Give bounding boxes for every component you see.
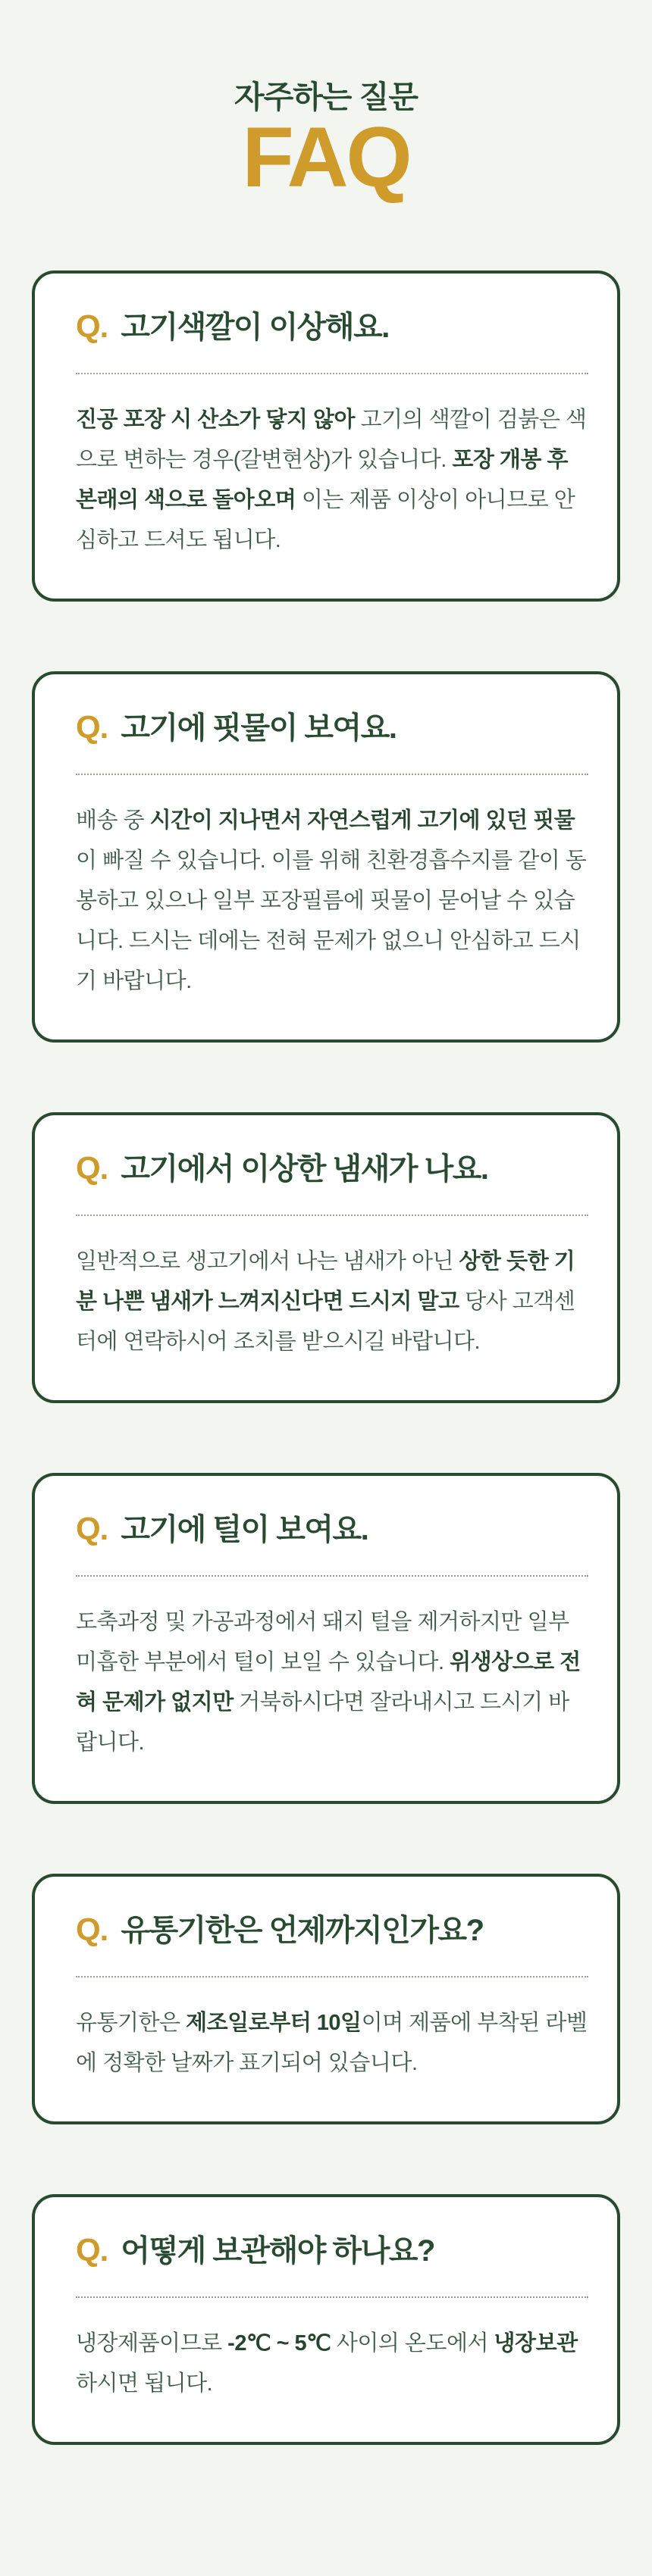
- faq-card-meat-color: [32, 270, 620, 602]
- question-row: [76, 2232, 588, 2269]
- question-row: [76, 308, 588, 345]
- question-title: 고기에 털이 보여요.: [121, 1513, 368, 1547]
- answer-text: 도축과정 및 가공과정에서 돼지 털을 제거하지만 일부 미흡한 부분에서 털이 보일 수 있습니다. 위생상으로 전혀 문제가 없지만 거북하시다면 잘라내시고 드시기 바랍니다.: [76, 1610, 581, 1755]
- question-row: [76, 1511, 588, 1548]
- dotted-divider: [76, 2296, 588, 2298]
- faq-subtitle: 자주하는 질문: [234, 80, 418, 114]
- dotted-divider: [76, 1575, 588, 1577]
- faq-card-blood: [32, 671, 620, 1043]
- answer-text: 일반적으로 생고기에서 나는 냄새가 아닌 상한 듯한 기분 나쁜 냄새가 느껴지신다면 드시지 말고 당사 고객센터에 연락하시어 조치를 받으시길 바랍니다.: [76, 1249, 575, 1355]
- faq-header: [0, 0, 652, 205]
- faq-card-smell: [32, 1112, 620, 1403]
- dotted-divider: [76, 1976, 588, 1977]
- question-title: 고기색깔이 이상해요.: [121, 311, 389, 345]
- answer-text: 유통기한은 제조일로부터 10일이며 제품에 부착된 라벨에 정확한 날짜가 표기되어 있습니다.: [76, 2011, 588, 2076]
- question-mark-label: Q.: [76, 1511, 108, 1547]
- question-mark-label: Q.: [76, 1912, 108, 1948]
- question-title: 어떻게 보관해야 하나요?: [121, 2234, 434, 2268]
- question-row: [76, 709, 588, 746]
- answer-text: 진공 포장 시 산소가 닿지 않아 고기의 색깔이 검붉은 색으로 변하는 경우(갈변현상)가 있습니다. 포장 개봉 후 본래의 색으로 돌아오며 이는 제품 이상이 아니므로 안심하고 드셔도 됩니다.: [76, 408, 587, 553]
- dotted-divider: [76, 1215, 588, 1216]
- question-row: [76, 1150, 588, 1187]
- question-mark-label: Q.: [76, 308, 108, 345]
- question-mark-label: Q.: [76, 1150, 108, 1186]
- question-title: 고기에서 이상한 냄새가 나요.: [121, 1152, 488, 1186]
- faq-title: FAQ: [242, 110, 410, 205]
- answer-text: 배송 중 시간이 지나면서 자연스럽게 고기에 있던 핏물이 빠질 수 있습니다. 이를 위해 친환경흡수지를 같이 동봉하고 있으나 일부 포장필름에 핏물이 묻어날 수 있습니다. 드시는 데에는 전혀 문제가 없으니 안심하고 드시기 바랍니다.: [76, 808, 587, 994]
- faq-card-hair: [32, 1473, 620, 1804]
- question-mark-label: Q.: [76, 2232, 108, 2268]
- answer-text: 냉장제품이므로 -2℃ ~ 5℃ 사이의 온도에서 냉장보관하시면 됩니다.: [76, 2331, 578, 2396]
- question-title: 고기에 핏물이 보여요.: [121, 711, 397, 746]
- question-mark-label: Q.: [76, 709, 108, 746]
- question-title: 유통기한은 언제까지인가요?: [121, 1914, 484, 1948]
- faq-card-list: [0, 270, 652, 2490]
- dotted-divider: [76, 774, 588, 775]
- question-row: [76, 1912, 588, 1949]
- dotted-divider: [76, 373, 588, 374]
- faq-card-expiration: [32, 1874, 620, 2124]
- faq-card-storage: [32, 2194, 620, 2445]
